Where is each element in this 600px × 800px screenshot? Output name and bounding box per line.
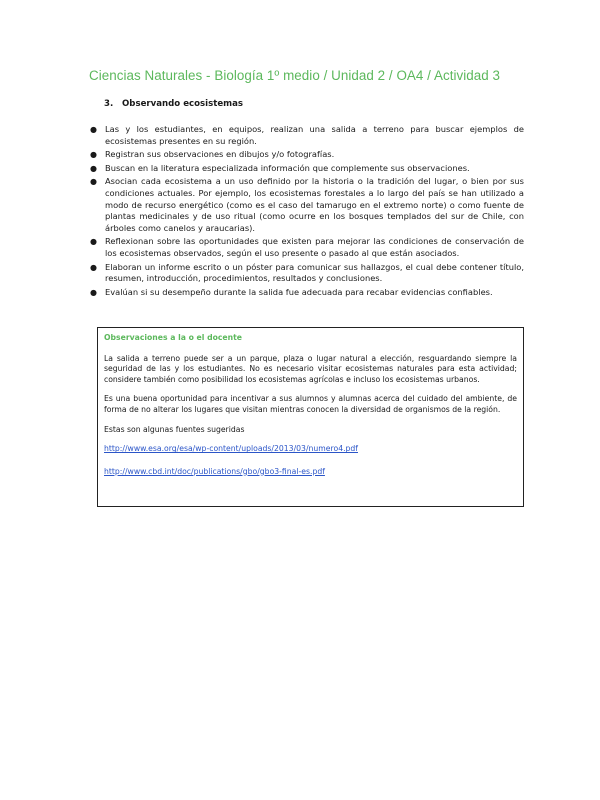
list-item: ● Asocian cada ecosistema a un uso definido por la historia o la tradición del lugar, o bien por sus condiciones actuales. Por ejemplo, los ecosistemas forestales a lo largo del país se han utilizado a modo de recurso energético (como es el caso del tamarugo en el extremo norte) o como fuente de plantas medicinales y de uso ritual (como ocurre en los bosques templados del sur de Chile, con árboles como canelos y araucarias). — [90, 176, 524, 233]
list-item: ● Evalúan si su desempeño durante la salida fue adecuada para recabar evidencias confiables. — [90, 286, 493, 297]
bullet-icon: ● — [90, 125, 97, 134]
observations-paragraph: Es una buena oportunidad para incentivar a sus alumnos y alumnas acerca del cuidado del ambiente, de forma de no alterar los lugares que visitan mientras conocen la diversidad de organismos de la región. — [104, 394, 517, 414]
list-item: ● Registran sus observaciones en dibujos y/o fotografías. — [90, 149, 335, 160]
bullet-icon: ● — [90, 150, 97, 160]
page-title: Ciencias Naturales - Biología 1º medio / Unidad 2 / OA4 / Actividad 3 — [89, 68, 501, 83]
bullet-icon: ● — [90, 237, 97, 247]
bullet-icon: ● — [90, 163, 97, 173]
bullet-icon: ● — [90, 287, 97, 297]
list-item: ● Reflexionan sobre las oportunidades que existen para mejorar las condiciones de conservación de los ecosistemas observados, según el uso presente o pasado al que están asociados. — [90, 236, 524, 258]
section-title: Observando ecosistemas — [122, 99, 244, 109]
sources-intro: Estas son algunas fuentes sugeridas — [104, 424, 245, 434]
teacher-observations-box — [97, 327, 524, 507]
source-link-cbd[interactable]: http://www.cbd.int/doc/publications/gbo/gbo3-final-es.pdf — [104, 466, 325, 476]
observations-title: Observaciones a la o el docente — [104, 333, 242, 342]
section-number: 3. — [104, 99, 114, 109]
bullet-icon: ● — [90, 262, 97, 272]
list-item: ● Las y los estudiantes, en equipos, realizan una salida a terreno para buscar ejemplos de ecosistemas presentes en su región. — [90, 124, 524, 146]
list-item: ● Buscan en la literatura especializada información que complemente sus observaciones. — [90, 162, 470, 173]
section-heading — [104, 99, 243, 109]
source-link-esa[interactable]: http://www.esa.org/esa/wp-content/uploads/2013/03/numero4.pdf — [104, 444, 358, 454]
list-item: ● Elaboran un informe escrito o un póster para comunicar sus hallazgos, el cual debe contener título, resumen, introducción, procedimientos, resultados y conclusiones. — [90, 261, 524, 284]
observations-paragraph: La salida a terreno puede ser a un parque, plaza o lugar natural a elección, resguardando siempre la seguridad de las y los estudiantes. No es necesario visitar ecosistemas naturales para esta actividad; considere también como posibilidad los ecosistemas agrícolas e incluso los ecosistemas urbanos. — [104, 353, 517, 384]
activity-steps-list — [90, 124, 524, 300]
bullet-icon: ● — [90, 177, 97, 187]
